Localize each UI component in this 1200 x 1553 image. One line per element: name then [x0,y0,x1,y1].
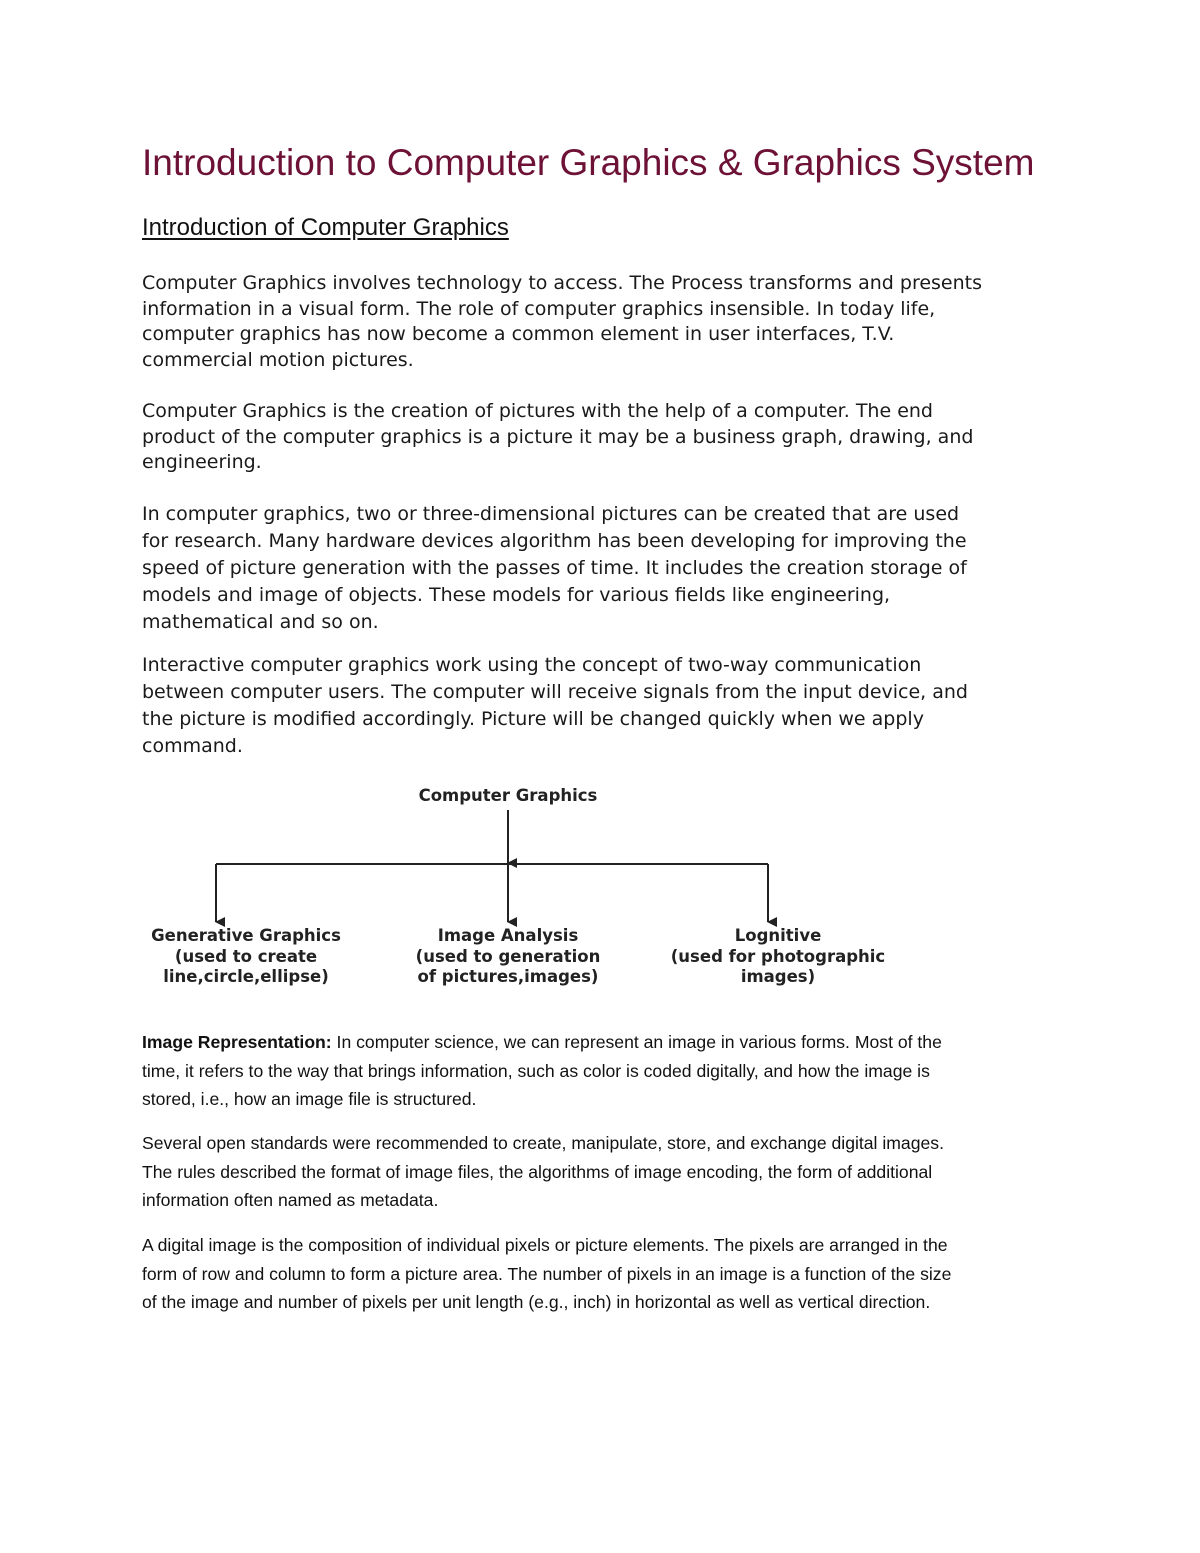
paragraph-line: time, it refers to the way that brings information, such as color is coded digitally, and how the image is [142,1060,930,1081]
diagram-node-line: images) [740,967,816,986]
image-representation-lead: Image Representation: [142,1032,332,1052]
paragraph-line: models and image of objects. These models for various fields like engineering, [142,584,891,606]
paragraph-definition [142,399,1072,476]
paragraph-line: information in a visual form. The role of computer graphics insensible. In today life, [142,297,936,320]
paragraph-line: mathematical and so on. [142,611,379,633]
paragraph-line: Computer Graphics is the creation of pictures with the help of a computer. The end [142,400,933,422]
diagram-node-line: of pictures,images) [417,967,599,986]
paragraph-line-text: In computer science, we can represent an image in various forms. Most of the [331,1032,942,1052]
paragraph-line: form of row and column to form a picture area. The number of pixels in an image is a function of the size [142,1263,952,1284]
paragraph-line: A digital image is the composition of individual pixels or picture elements. The pixels are arranged in the [142,1235,948,1255]
paragraph-line: command. [142,735,243,757]
diagram-node-line: Generative Graphics [151,926,341,945]
paragraph-dimensions [142,501,1072,636]
paragraph-line: Computer Graphics involves technology to access. The Process transforms and presents [142,272,983,294]
paragraph-image-representation [142,1028,1082,1114]
paragraph-line: engineering. [142,451,262,473]
paragraph-line: commercial motion pictures. [142,348,414,371]
paragraph-line: information often named as metadata. [142,1190,439,1210]
paragraph-interactive [142,652,1072,760]
diagram-node-line: (used to create [174,946,318,966]
computer-graphics-diagram [140,780,920,995]
paragraph-line: the picture is modified accordingly. Picture will be changed quickly when we apply [142,708,924,730]
paragraph-line: between computer users. The computer will receive signals from the input device, and [142,681,968,703]
diagram-node-line: (used for photographic [670,946,886,966]
diagram-root-label [408,786,608,807]
diagram-root-text: Computer Graphics [418,786,598,805]
paragraph-line: Interactive computer graphics work using the concept of two-way communication [142,654,922,676]
paragraph-line: The rules described the format of image files, the algorithms of image encoding, the form of additional [142,1161,933,1182]
diagram-node-image-analysis [402,926,614,988]
paragraph-line: of the image and number of pixels per unit length (e.g., inch) in horizontal as well as vertical direction. [142,1292,931,1312]
paragraph-line: stored, i.e., how an image file is structured. [142,1089,477,1109]
diagram-node-line: (used to generation [415,946,601,966]
paragraph-line: computer graphics has now become a common element in user interfaces, T.V. [142,323,895,345]
document-title: Introduction to Computer Graphics & Graphics System [142,142,1035,183]
paragraph-open-standards [142,1129,1082,1215]
diagram-node-line: line,circle,ellipse) [163,967,329,986]
paragraph-line: for research. Many hardware devices algorithm has been developing for improving the [142,530,967,552]
diagram-node-line: Lognitive [734,926,822,945]
diagram-node-lognitive [665,926,891,988]
paragraph-line: product of the computer graphics is a picture it may be a business graph, drawing, and [142,425,974,448]
paragraph-line: Several open standards were recommended to create, manipulate, store, and exchange digital images. [142,1133,944,1153]
paragraph-digital-image [142,1231,1082,1317]
paragraph-line: speed of picture generation with the passes of time. It includes the creation storage of [142,557,967,579]
paragraph-line: In computer graphics, two or three-dimensional pictures can be created that are used [142,503,960,525]
paragraph-intro [142,271,1072,373]
section-heading: Introduction of Computer Graphics [142,214,509,241]
diagram-node-line: Image Analysis [437,926,579,945]
paragraph-line [142,1028,1082,1057]
diagram-node-generative [140,926,352,988]
